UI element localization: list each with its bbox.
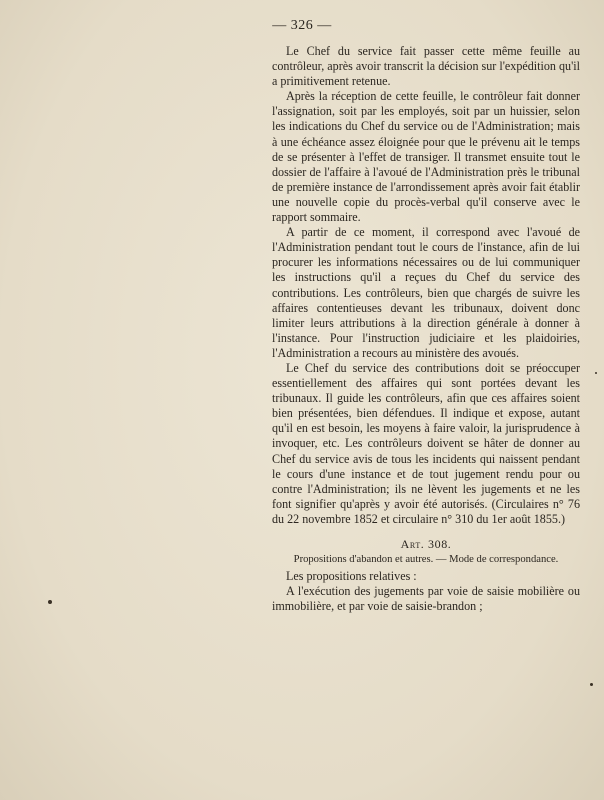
page-number: — 326 — — [272, 18, 332, 33]
ink-speck — [595, 372, 597, 374]
paragraph: Le Chef du service des contributions doit se préoccuper essentiellement des affaires qui sont portées devant les tribunaux. Il guide les contrôleurs, afin que ces affaires soient bien présentées, bien défendues. Il indique et expose, autant qu'il en est besoin, les moyens à faire valoir, la jurisprudence à invoquer, etc. Les contrôleurs doivent se hâter de donner au Chef du service avis de tous les incidents qui naissent pendant le cours d'une instance et de tout jugement rendu pour ou contre l'Administration; ils ne lèvent les jugements et ne les font signifier qu'après y avoir été autorisés. (Circulaires n° 76 du 22 novembre 1852 et circulaire n° 310 du 1er août 1855.) — [272, 360, 580, 526]
paragraph: A l'exécution des jugements par voie de saisie mobilière ou immobilière, et par voie de saisie-brandon ; — [272, 584, 580, 614]
paragraph: A partir de ce moment, il correspond avec l'avoué de l'Administration pendant tout le cours de l'instance, afin de lui procurer les informations nécessaires ou de lui communiquer les instructions qu'il a reçues du Chef du service des contributions. Les contrôleurs, bien que chargés de suivre les affaires contentieuses devant les tribunaux, doivent donc limiter leurs attributions à la direction générale à donner à l'instance. Pour l'instruction judiciaire et les plaidoiries, l'Administration a recours au ministère des avoués. — [272, 225, 580, 360]
ink-speck — [48, 600, 52, 604]
paragraph: Le Chef du service fait passer cette même feuille au contrôleur, après avoir transcrit la décision sur l'expédition qu'il a primitivement retenue. — [272, 44, 580, 89]
article-subtitle: Propositions d'abandon et autres. — Mode de correspondance. — [293, 554, 559, 566]
article-title: Art. 308. — [400, 537, 452, 551]
ink-speck — [590, 683, 593, 686]
paragraph: Après la réception de cette feuille, le contrôleur fait donner l'assignation, soit par les employés, soit par un huissier, selon les indications du Chef du service ou de l'Administration; mais à une échéance assez éloignée pour que le prévenu ait le temps de se présenter à l'effet de transiger. Il transmet ensuite tout le dossier de l'affaire à l'avoué de l'Administration près le tribunal de première instance de l'arrondissement après avoir fait établir une nouvelle copie du procès-verbal qu'il conserve avec le rapport sommaire. — [272, 89, 580, 225]
body-text — [272, 44, 580, 614]
paragraph: Les propositions relatives : — [286, 569, 417, 584]
